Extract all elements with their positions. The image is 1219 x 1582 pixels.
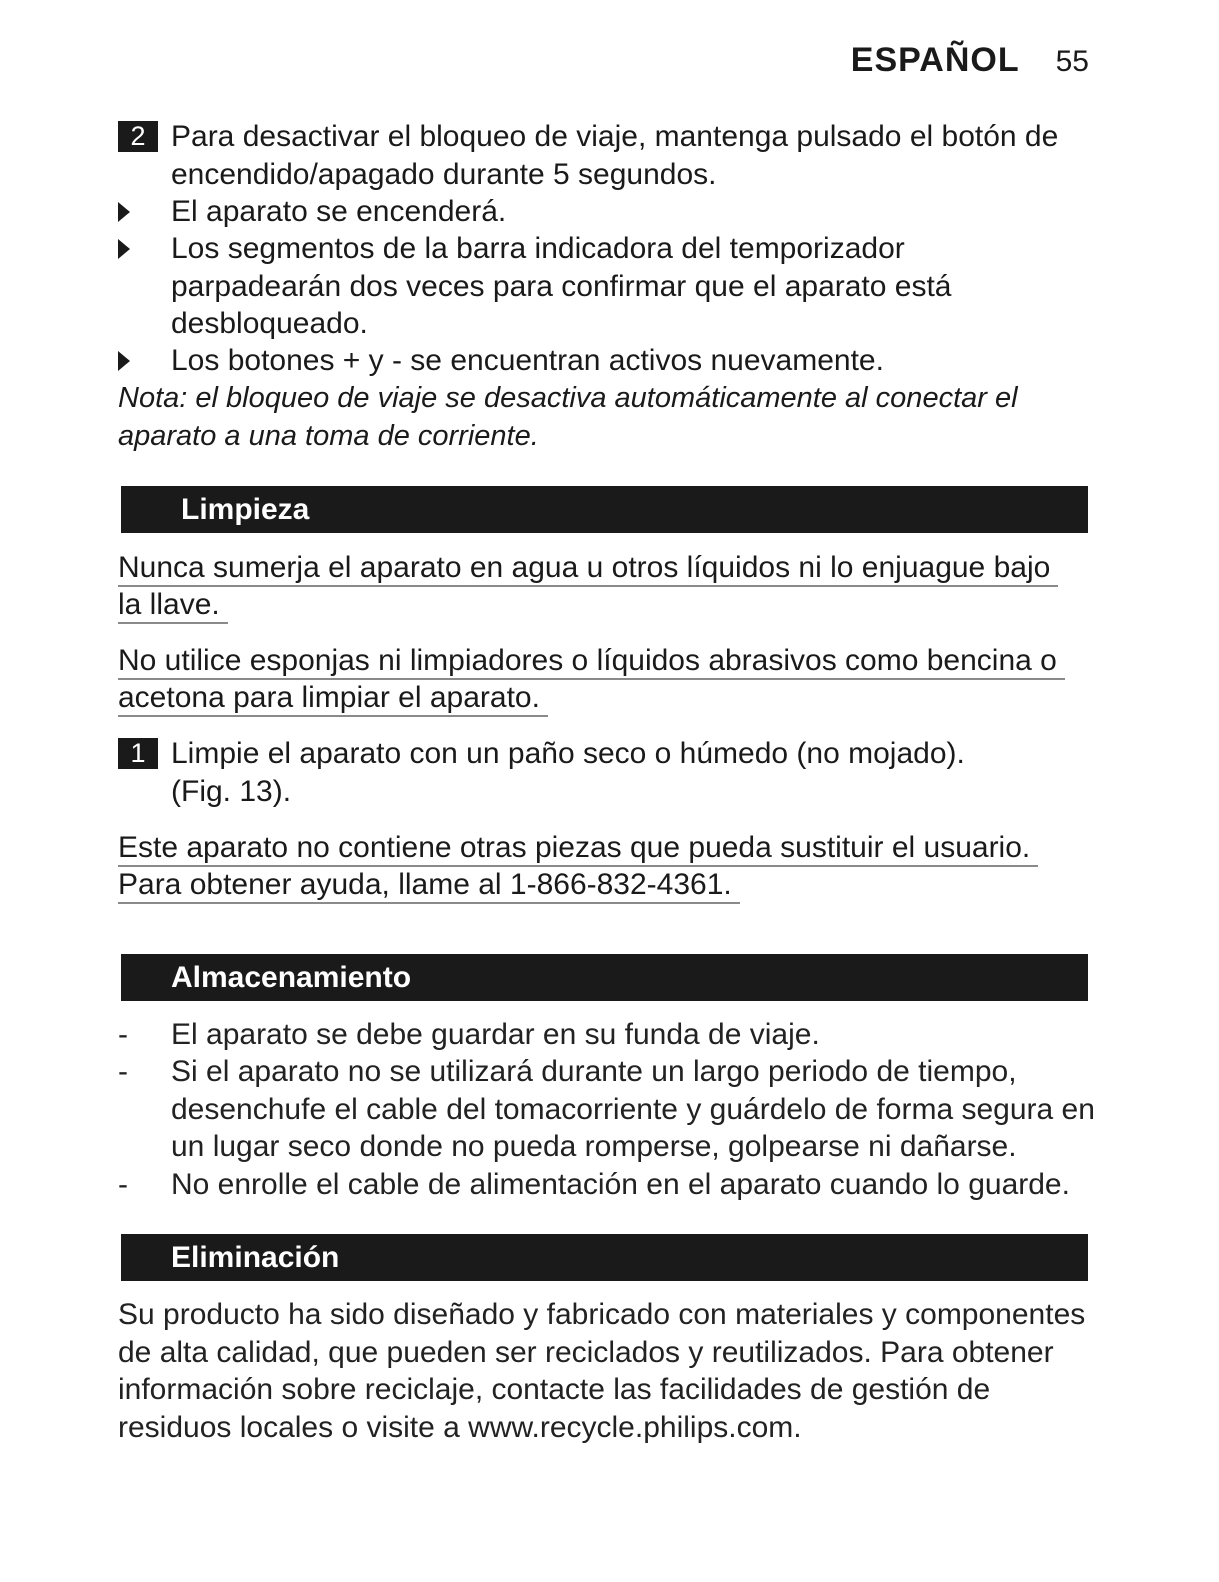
step-number-badge: 2: [118, 121, 158, 152]
service-notice: [118, 829, 1038, 867]
result-text: Los botones + y - se encuentran activos nuevamente.: [171, 344, 884, 377]
step-line: Limpie el aparato con un paño seco o húmedo (no mojado).: [171, 737, 965, 770]
storage-item-text: No enrolle el cable de alimentación en el aparato cuando lo guarde.: [171, 1168, 1070, 1201]
warning-line: la llave.: [118, 588, 228, 624]
arrow-bullet-icon: [118, 239, 130, 259]
warning-line: Nunca sumerja el aparato en agua u otros líquidos ni lo enjuague bajo: [118, 551, 1058, 587]
step-line: (Fig. 13).: [171, 774, 292, 808]
warning-abrasives-cont: [118, 679, 548, 717]
dash-bullet: -: [118, 1018, 128, 1051]
page-header: [851, 40, 1089, 82]
section-heading-cleaning: Limpieza: [121, 486, 1088, 533]
warning-line: acetona para limpiar el aparato.: [118, 681, 548, 717]
section-heading-disposal: Eliminación: [121, 1234, 1088, 1281]
result-text: El aparato se encenderá.: [171, 195, 507, 228]
service-phone-number: 1-866-832-4361: [509, 868, 724, 901]
storage-item-text: El aparato se debe guardar en su funda de viaje.: [171, 1018, 820, 1051]
service-line: [118, 868, 740, 904]
arrow-bullet-icon: [118, 351, 130, 371]
dash-bullet: -: [118, 1168, 128, 1201]
page-number: 55: [1055, 45, 1089, 78]
service-notice-cont: [118, 866, 740, 904]
service-prefix: Para obtener ayuda, llame al: [118, 868, 510, 901]
step-text: Para desactivar el bloqueo de viaje, mantenga pulsado el botón de encendido/apagado durante 5 segundos.: [171, 120, 1059, 191]
section-heading-storage: Almacenamiento: [121, 954, 1088, 1001]
note-text: Nota: el bloqueo de viaje se desactiva automáticamente al conectar el aparato a una toma de corriente.: [118, 382, 1018, 452]
service-suffix: .: [723, 868, 732, 901]
step-number-badge: 1: [118, 738, 158, 769]
service-line: Este aparato no contiene otras piezas que pueda sustituir el usuario.: [118, 831, 1038, 867]
warning-line: No utilice esponjas ni limpiadores o líquidos abrasivos como bencina o: [118, 644, 1065, 680]
warning-abrasives: [118, 642, 1065, 680]
arrow-bullet-icon: [118, 202, 130, 222]
step-text: [171, 735, 1091, 810]
result-text: Los segmentos de la barra indicadora del temporizador parpadearán dos veces para confirmar que el aparato está desbloqueado.: [171, 232, 952, 340]
warning-immersion: [118, 549, 1058, 587]
language-label: ESPAÑOL: [850, 41, 1020, 79]
storage-item-text: Si el aparato no se utilizará durante un largo periodo de tiempo, desenchufe el cable del tomacorriente y guárdelo de forma segura en un lugar seco donde no pueda romperse, golpearse ni dañarse.: [171, 1055, 1095, 1163]
warning-immersion-cont: [118, 586, 228, 624]
dash-bullet: -: [118, 1055, 128, 1088]
disposal-paragraph: Su producto ha sido diseñado y fabricado con materiales y componentes de alta calidad, que pueden ser reciclados y reutilizados. Para obtener información sobre reciclaje, contacte las facilidades de gestión de residuos locales o visite a www.recycle.philips.com.: [118, 1298, 1086, 1444]
